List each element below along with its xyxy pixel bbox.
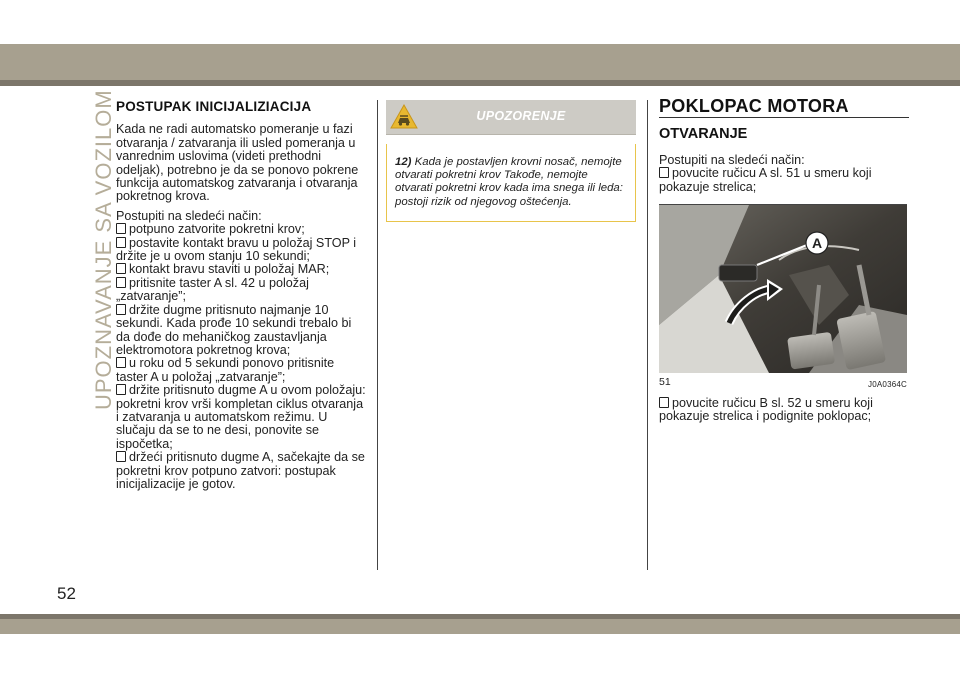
bonnet-heading: POKLOPAC MOTORA — [659, 100, 909, 118]
step-text: držite pritisnuto dugme A u ovom položaju: pokretni krov vrši kompletan ciklus otvaranja i zatvaranja u automatskom režimu. U slučaju da se to ne desi, ponovite se ispočetka; — [116, 383, 366, 451]
checkbox-icon — [116, 263, 126, 274]
checkbox-icon — [116, 277, 126, 288]
opening-subheading: OTVARANJE — [659, 126, 748, 143]
step-item — [659, 167, 909, 194]
section-side-title: UPOZNAVANJE SA VOZILOM — [91, 89, 116, 410]
step-item — [116, 223, 368, 236]
step-text: u roku od 5 sekundi ponovo pritisnite taster A u položaj „zatvaranje”; — [116, 356, 335, 384]
warning-body — [386, 144, 636, 222]
warning-header — [386, 100, 636, 135]
step-text: držeći pritisnuto dugme A, sačekajte da se pokretni krov potpuno zatvori: postupak inicijalizacije je gotov. — [116, 450, 365, 491]
figure-code: J0A0364C — [868, 380, 907, 390]
step-text: povucite ručicu A sl. 51 u smeru koji pokazuje strelica; — [659, 166, 872, 194]
page-number: 52 — [57, 584, 76, 603]
figure-caption — [659, 376, 907, 391]
checkbox-icon — [659, 167, 669, 178]
header-band-line — [0, 80, 960, 86]
step-text: postavite kontakt bravu u položaj STOP i držite je u ovom stanju 10 sekundi; — [116, 235, 357, 264]
hood-release-photo — [659, 205, 907, 373]
step-text: povucite ručicu B sl. 52 u smeru koji pokazuje strelica i podignite poklopac; — [659, 396, 873, 424]
step-text: pritisnite taster A sl. 42 u položaj „zatvaranje”; — [116, 275, 309, 304]
footer-band-line — [0, 614, 960, 619]
opening-lead: Postupiti na sledeći način: — [659, 152, 805, 167]
step-item — [116, 237, 368, 264]
step-text: držite dugme pritisnuto najmanje 10 sekundi. Kada prođe 10 sekundi trebalo bi da dođe do mehaničkog zaustavljanja elektromotora pokretnog krova; — [116, 302, 352, 357]
warning-title: UPOZORENJE — [476, 109, 566, 123]
step-text: kontakt bravu staviti u položaj MAR; — [129, 262, 330, 277]
step-item — [116, 263, 368, 276]
step-item — [116, 304, 368, 358]
figure-hood-release — [659, 204, 907, 390]
checkbox-icon — [659, 397, 669, 408]
figure-number: 51 — [659, 376, 671, 389]
warning-text: Kada je postavljen krovni nosač, nemojte otvarati pokretni krov Takođe, nemojte otvarati pokretni krov kada ima snega ili leda: postoji rizik od njegovog oštećenja. — [395, 156, 623, 208]
initialization-intro: Kada ne radi automatsko pomeranje u fazi otvaranja / zatvaranja ili usled pomeranja u vanrednim uslovima (videti prethodni odeljak), potrebno je da se ponovo pokrene funkcija automatskog zatvaranja i otvaranja pokretnog krova. — [116, 122, 359, 204]
column-divider — [647, 100, 648, 570]
checkbox-icon — [116, 304, 126, 315]
checkbox-icon — [116, 223, 126, 234]
initialization-lead: Postupiti na sledeći način: — [116, 208, 262, 223]
checkbox-icon — [116, 237, 126, 248]
initialization-heading: POSTUPAK INICIJALIZIACIJA — [116, 99, 312, 114]
column-bonnet — [659, 96, 909, 424]
step-item — [116, 277, 368, 304]
warning-number: 12) — [395, 156, 412, 168]
header-band — [0, 44, 960, 86]
step-item — [116, 451, 368, 491]
step-text: potpuno zatvorite pokretni krov; — [129, 222, 305, 237]
step-item — [116, 357, 368, 384]
column-divider — [377, 100, 378, 570]
step-item — [659, 397, 909, 424]
step-item — [116, 384, 368, 451]
column-warning — [386, 100, 636, 222]
checkbox-icon — [116, 357, 126, 368]
figure-callout-label: A — [811, 235, 823, 252]
column-initialization — [116, 100, 368, 491]
checkbox-icon — [116, 384, 126, 395]
checkbox-icon — [116, 451, 126, 462]
footer-band — [0, 614, 960, 634]
